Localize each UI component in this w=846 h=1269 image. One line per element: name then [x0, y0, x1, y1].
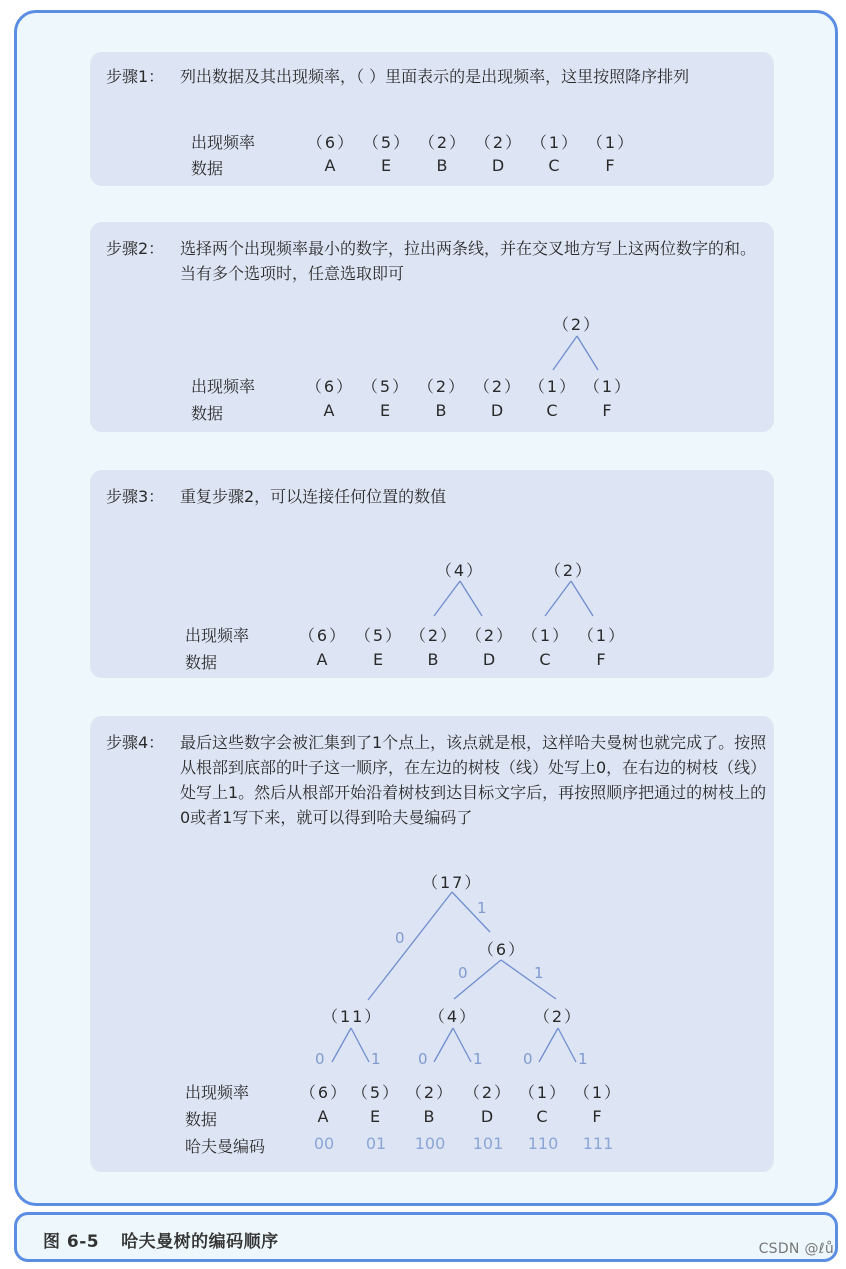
symbol-E: E: [372, 650, 386, 669]
edge-label-0: 0: [523, 1050, 533, 1068]
tree-node-2: （2）: [544, 561, 594, 580]
tree-node-4: （4）: [435, 561, 485, 580]
freq-A: （6）: [298, 626, 348, 645]
figure-number: 图 6-5: [43, 1232, 100, 1252]
symbol-A: A: [316, 650, 330, 669]
symbol-A: A: [323, 401, 337, 420]
step-1-text: 列出数据及其出现频率，（ ）里面表示的是出现频率，这里按照降序排列: [180, 67, 690, 86]
figure-caption-bar: [14, 1212, 838, 1262]
symbol-F: F: [592, 1107, 604, 1126]
symbol-C: C: [536, 1107, 550, 1126]
data-row-label: 数据: [185, 653, 218, 672]
freq-E: （5）: [362, 133, 412, 152]
frequency-row-label: 出现频率: [185, 1083, 250, 1102]
symbol-D: D: [490, 401, 506, 420]
symbol-E: E: [379, 401, 393, 420]
edge-label-0: 0: [458, 964, 468, 982]
tree-node-2: （2）: [533, 1007, 583, 1026]
freq-B: （2）: [418, 133, 468, 152]
freq-F: （1）: [583, 377, 633, 396]
figure-title: 哈夫曼树的编码顺序: [121, 1232, 279, 1252]
edge-label-1: 1: [477, 899, 487, 917]
tree-node-6: （6）: [477, 940, 527, 959]
freq-D: （2）: [465, 626, 515, 645]
symbol-A: A: [317, 1107, 331, 1126]
tree-node-11: （11）: [322, 1007, 383, 1026]
step-4-label: 步骤4：: [106, 733, 165, 752]
tree-edges: [90, 470, 774, 678]
step-1-panel: [90, 52, 774, 186]
symbol-F: F: [605, 156, 617, 175]
code-D: 101: [472, 1134, 504, 1153]
step-1-label: 步骤1：: [106, 67, 165, 86]
data-row-label: 数据: [185, 1110, 218, 1129]
edge-label-1: 1: [371, 1050, 381, 1068]
step-3-label: 步骤3：: [106, 487, 165, 506]
edge-label-1: 1: [534, 964, 544, 982]
freq-F: （1）: [586, 133, 636, 152]
freq-E: （5）: [354, 626, 404, 645]
freq-B: （2）: [417, 377, 467, 396]
freq-C: （1）: [528, 377, 578, 396]
edge-label-0: 0: [315, 1050, 325, 1068]
freq-E: （5）: [361, 377, 411, 396]
freq-F: （1）: [573, 1083, 623, 1102]
code-F: 111: [582, 1134, 614, 1153]
tree-root-17: （17）: [422, 873, 483, 892]
symbol-D: D: [482, 650, 498, 669]
frequency-row-label: 出现频率: [191, 133, 256, 152]
edge-label-1: 1: [473, 1050, 483, 1068]
symbol-B: B: [423, 1107, 437, 1126]
step-4-text: 最后这些数字会被汇集到了1个点上，该点就是根，这样哈夫曼树也就完成了。按照从根部到底部的叶子这一顺序，在左边的树枝（线）处写上0，在右边的树枝（线）处写上1。然后从根部开始沿着树枝到达目标文字后，再按照顺序把通过的树枝上的0或者1写下来，就可以得到哈夫曼编码了: [180, 733, 767, 827]
freq-D: （2）: [473, 377, 523, 396]
symbol-B: B: [436, 156, 450, 175]
symbol-F: F: [596, 650, 608, 669]
frequency-row-label: 出现频率: [191, 377, 256, 396]
huffman-code-row-label: 哈夫曼编码: [185, 1137, 266, 1156]
freq-A: （6）: [305, 377, 355, 396]
tree-edges: [90, 716, 774, 1172]
freq-C: （1）: [518, 1083, 568, 1102]
code-B: 100: [414, 1134, 446, 1153]
tree-node-2: （2）: [552, 315, 602, 334]
tree-node-4: （4）: [428, 1007, 478, 1026]
freq-C: （1）: [530, 133, 580, 152]
symbol-B: B: [427, 650, 441, 669]
symbol-D: D: [491, 156, 507, 175]
figure-caption: [43, 1227, 279, 1252]
freq-C: （1）: [521, 626, 571, 645]
symbol-C: C: [546, 401, 560, 420]
step-2-text: 选择两个出现频率最小的数字，拉出两条线，并在交叉地方写上这两位数字的和。当有多个选项时，任意选取即可: [180, 239, 757, 283]
symbol-E: E: [369, 1107, 383, 1126]
freq-F: （1）: [577, 626, 627, 645]
symbol-F: F: [602, 401, 614, 420]
symbol-A: A: [324, 156, 338, 175]
data-row-label: 数据: [191, 159, 224, 178]
freq-B: （2）: [409, 626, 459, 645]
code-C: 110: [527, 1134, 559, 1153]
watermark: CSDN @ℓů: [758, 1241, 834, 1257]
step-4-panel: [90, 716, 774, 1172]
symbol-C: C: [548, 156, 562, 175]
freq-A: （6）: [306, 133, 356, 152]
step-2-panel: [90, 222, 774, 432]
edge-label-0: 0: [395, 929, 405, 947]
freq-B: （2）: [405, 1083, 455, 1102]
symbol-E: E: [380, 156, 394, 175]
symbol-D: D: [480, 1107, 496, 1126]
step-3-panel: [90, 470, 774, 678]
freq-A: （6）: [299, 1083, 349, 1102]
freq-E: （5）: [351, 1083, 401, 1102]
symbol-B: B: [435, 401, 449, 420]
edge-label-0: 0: [418, 1050, 428, 1068]
symbol-C: C: [539, 650, 553, 669]
code-E: 01: [365, 1134, 387, 1153]
data-row-label: 数据: [191, 404, 224, 423]
code-A: 00: [313, 1134, 335, 1153]
freq-D: （2）: [474, 133, 524, 152]
edge-label-1: 1: [578, 1050, 588, 1068]
step-3-text: 重复步骤2，可以连接任何位置的数值: [180, 487, 447, 506]
frequency-row-label: 出现频率: [185, 626, 250, 645]
step-2-label: 步骤2：: [106, 239, 165, 258]
freq-D: （2）: [463, 1083, 513, 1102]
